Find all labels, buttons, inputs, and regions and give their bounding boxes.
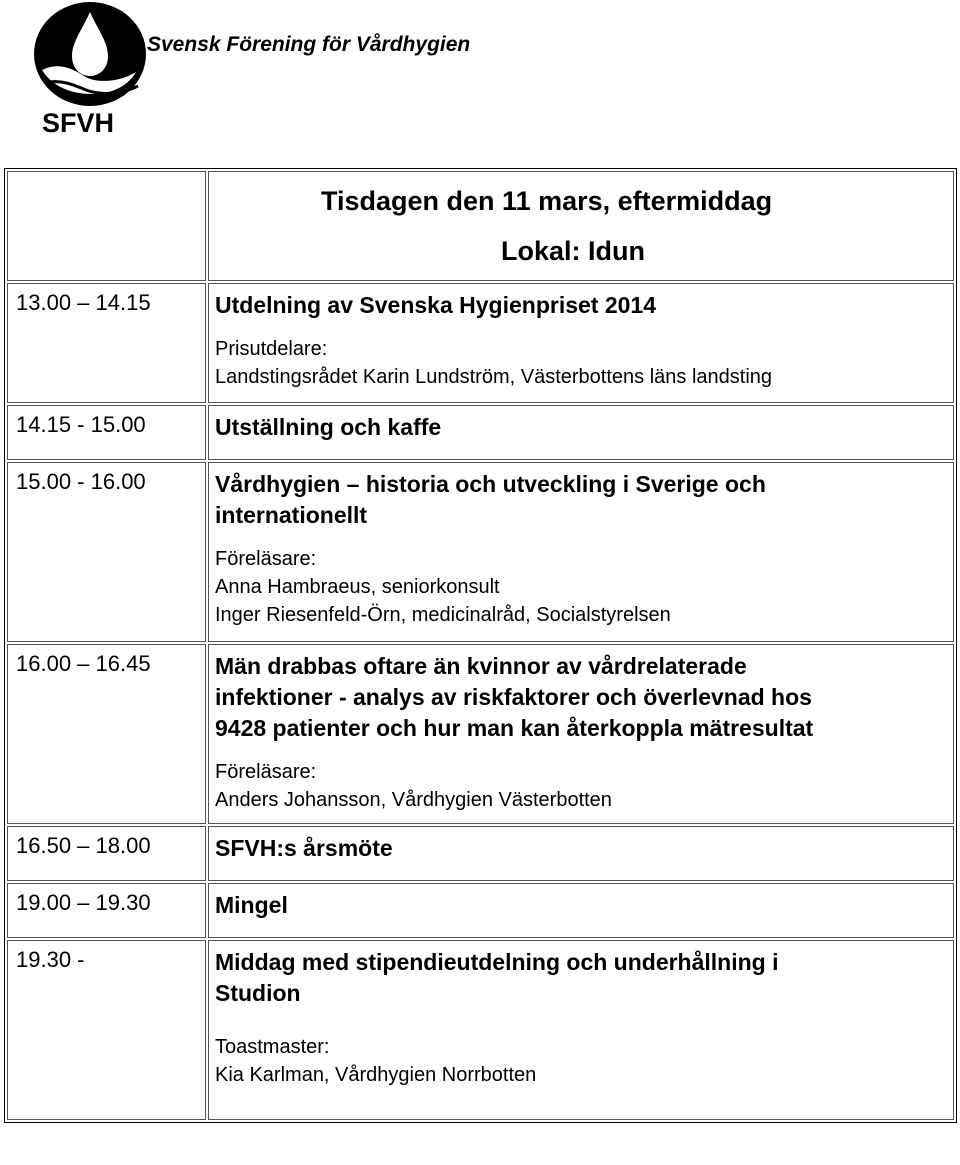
session-content — [208, 405, 954, 460]
session-content — [208, 644, 954, 824]
session-role: Föreläsare: — [215, 548, 317, 570]
session-content — [208, 940, 954, 1120]
session-content — [208, 283, 954, 403]
organization-name: Svensk Förening för Vårdhygien — [147, 33, 471, 56]
session-time: 13.00 – 14.15 — [7, 283, 206, 403]
header-row — [7, 171, 954, 281]
session-title: Mingel — [215, 892, 288, 918]
session-content — [208, 883, 954, 938]
session-title: Utdelning av Svenska Hygienpriset 2014 — [215, 292, 657, 318]
session-title: Vårdhygien – historia och utveckling i Sverige och — [215, 471, 766, 497]
session-title: infektioner - analys av riskfaktorer och överlevnad hos — [215, 684, 812, 710]
session-person: Kia Karlman, Vårdhygien Norrbotten — [215, 1064, 537, 1086]
session-time: 19.00 – 19.30 — [7, 883, 206, 938]
session-role: Toastmaster: — [215, 1036, 330, 1058]
session-time: 19.30 - — [7, 940, 206, 1120]
session-person: Inger Riesenfeld-Örn, medicinalråd, Socialstyrelsen — [215, 604, 671, 626]
organization-abbreviation: SFVH — [42, 108, 115, 138]
program-row — [7, 940, 954, 1120]
program-table — [4, 168, 957, 1123]
session-person: Anders Johansson, Vårdhygien Västerbotten — [215, 789, 612, 811]
session-role: Prisutdelare: — [215, 338, 328, 360]
session-title: Män drabbas oftare än kvinnor av vårdrelaterade — [215, 653, 747, 679]
session-content — [208, 826, 954, 881]
program-row — [7, 644, 954, 824]
session-title: Middag med stipendieutdelning och underhållning i — [215, 949, 779, 975]
session-role: Föreläsare: — [215, 761, 317, 783]
day-title: Tisdagen den 11 mars, eftermiddag — [321, 186, 773, 216]
room-label: Lokal: Idun — [501, 236, 645, 266]
session-person: Landstingsrådet Karin Lundström, Västerbottens läns landsting — [215, 366, 773, 388]
header-empty-cell — [7, 171, 206, 281]
session-time: 16.00 – 16.45 — [7, 644, 206, 824]
session-title: SFVH:s årsmöte — [215, 835, 393, 861]
program-row — [7, 462, 954, 642]
session-time: 14.15 - 15.00 — [7, 405, 206, 460]
header-cell — [208, 171, 954, 281]
program-row — [7, 883, 954, 938]
session-person: Anna Hambraeus, seniorkonsult — [215, 576, 500, 598]
program-row — [7, 405, 954, 460]
session-time: 16.50 – 18.00 — [7, 826, 206, 881]
session-title: Utställning och kaffe — [215, 414, 442, 440]
session-title: Studion — [215, 980, 301, 1006]
session-title: internationellt — [215, 502, 368, 528]
program-row — [7, 826, 954, 881]
session-time: 15.00 - 16.00 — [7, 462, 206, 642]
session-title: 9428 patienter och hur man kan återkoppla mätresultat — [215, 715, 814, 741]
program-row — [7, 283, 954, 403]
session-content — [208, 462, 954, 642]
